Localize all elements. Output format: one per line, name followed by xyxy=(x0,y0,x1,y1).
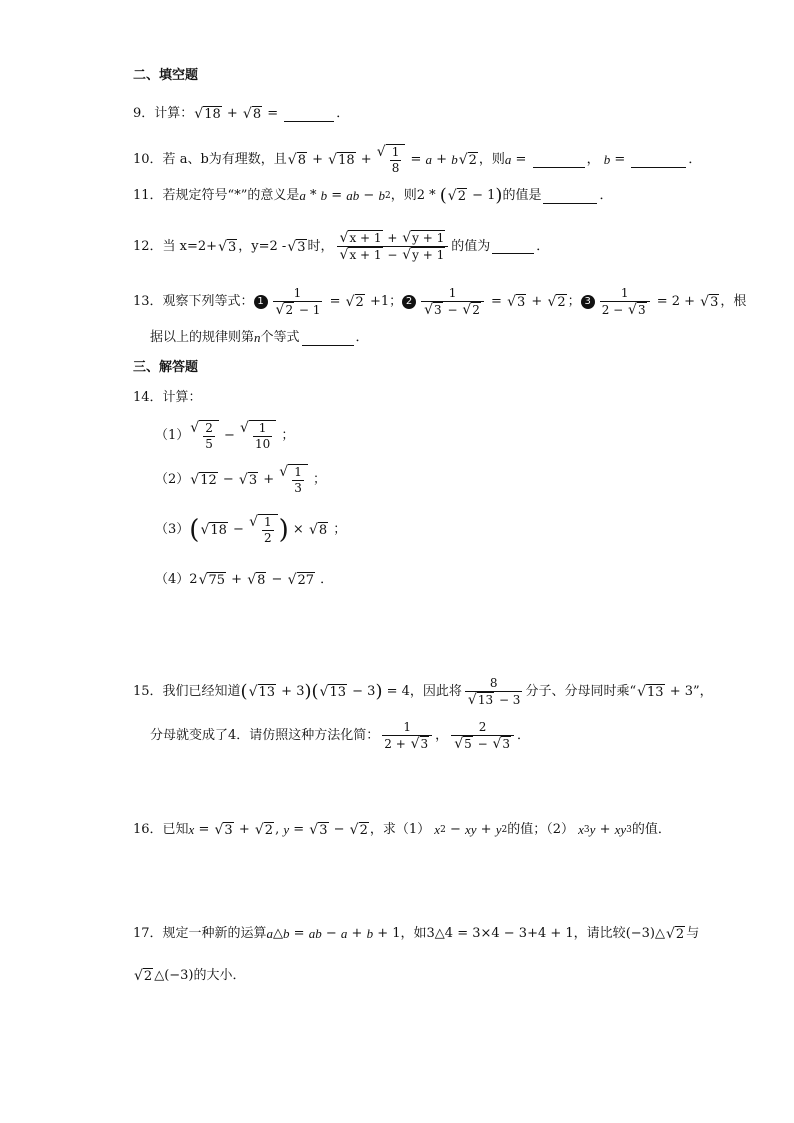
question-13-line2: 据以上的规律则第 n 个等式 ． xyxy=(150,330,369,345)
question-9: 9．计算： √ 18 + √ 8 = ． xyxy=(133,106,350,122)
question-15-line2: 分母就变成了4．请仿照这种方法化简： 1 2 + √ 3 ， 2 √ 5 − √ 3 ． xyxy=(150,720,531,752)
answer-blank[interactable] xyxy=(543,189,597,204)
section-fill-blank-heading: 二、填空题 xyxy=(133,68,199,83)
answer-blank[interactable] xyxy=(492,239,534,254)
answer-blank[interactable] xyxy=(284,107,334,122)
question-14-part-3: （3） ( √ 18 − √ $\frac{1}{2}$ ) × √ 8 ； xyxy=(155,514,347,545)
question-12: 12．当 x=2+ √ 3 ，y=2 - √ 3 时， √ x + 1 + √ y + 1 √ x + 1 − √ y + 1 的值为 ． xyxy=(133,230,550,263)
question-10: 10．若 a、b为有理数，且 √ 8 + √ 18 + √ $\frac{1}{8}$ = a + b √ 2 ，则 a = ， b = ． xyxy=(133,144,702,175)
question-14: 14．计算： xyxy=(133,390,202,405)
question-15: 15．我们已经知道 ( √ 13 + 3 )( √ 13 − 3 ) = 4 ，因此将 8 √ 13 − 3 分子、分母同时乘“ √ 13 + 3 ”， xyxy=(133,676,713,708)
question-16: 16．已知 x = √ 3 + √ 2 , y = √ 3 − √ 2 ，求（1） x 2 − xy + y 2 的值；（2） x 3 y + xy 3 的值． xyxy=(133,822,671,838)
circled-number: 1 xyxy=(254,295,268,309)
question-14-part-2: （2） √ 12 − √ 3 + √ $\frac{1}{3}$ ； xyxy=(155,464,326,495)
answer-blank[interactable] xyxy=(302,331,354,346)
circled-number: 3 xyxy=(581,295,595,309)
question-17-line2: √ 2 △(−3) 的大小． xyxy=(134,968,246,984)
question-11: 11．若规定符号“*”的意义是 a * b = ab − b 2 ，则 2 * ( √ 2 − 1 ) 的值是 ． xyxy=(133,185,613,206)
question-17: 17．规定一种新的运算 a △ b = ab − a + b + 1 ，如 3△4 = 3×4 − 3+4 + 1 ，请比较 (−3)△ √ 2 与 xyxy=(133,926,700,942)
fraction: √ x + 1 + √ y + 1 √ x + 1 − √ y + 1 xyxy=(337,230,449,263)
section-solve-heading: 三、解答题 xyxy=(133,360,199,375)
question-13: 13．观察下列等式： 1 1 √ 2 − 1 = √ 2 +1； 2 1 √ 3 − √ 2 = √ 3 + √ 2 ； 3 1 2 − √ 3 = 2 + √ 3 ，根 xyxy=(133,286,747,318)
circled-number: 2 xyxy=(402,295,416,309)
question-14-part-4: （4） 2 √ 75 + √ 8 − √ 27 ． xyxy=(155,572,334,588)
answer-blank[interactable] xyxy=(533,153,585,168)
question-14-part-1: （1） √ $\frac{2}{5}$ − √ $\frac{1}{10}$ ； xyxy=(155,420,295,451)
answer-blank[interactable] xyxy=(631,153,686,168)
